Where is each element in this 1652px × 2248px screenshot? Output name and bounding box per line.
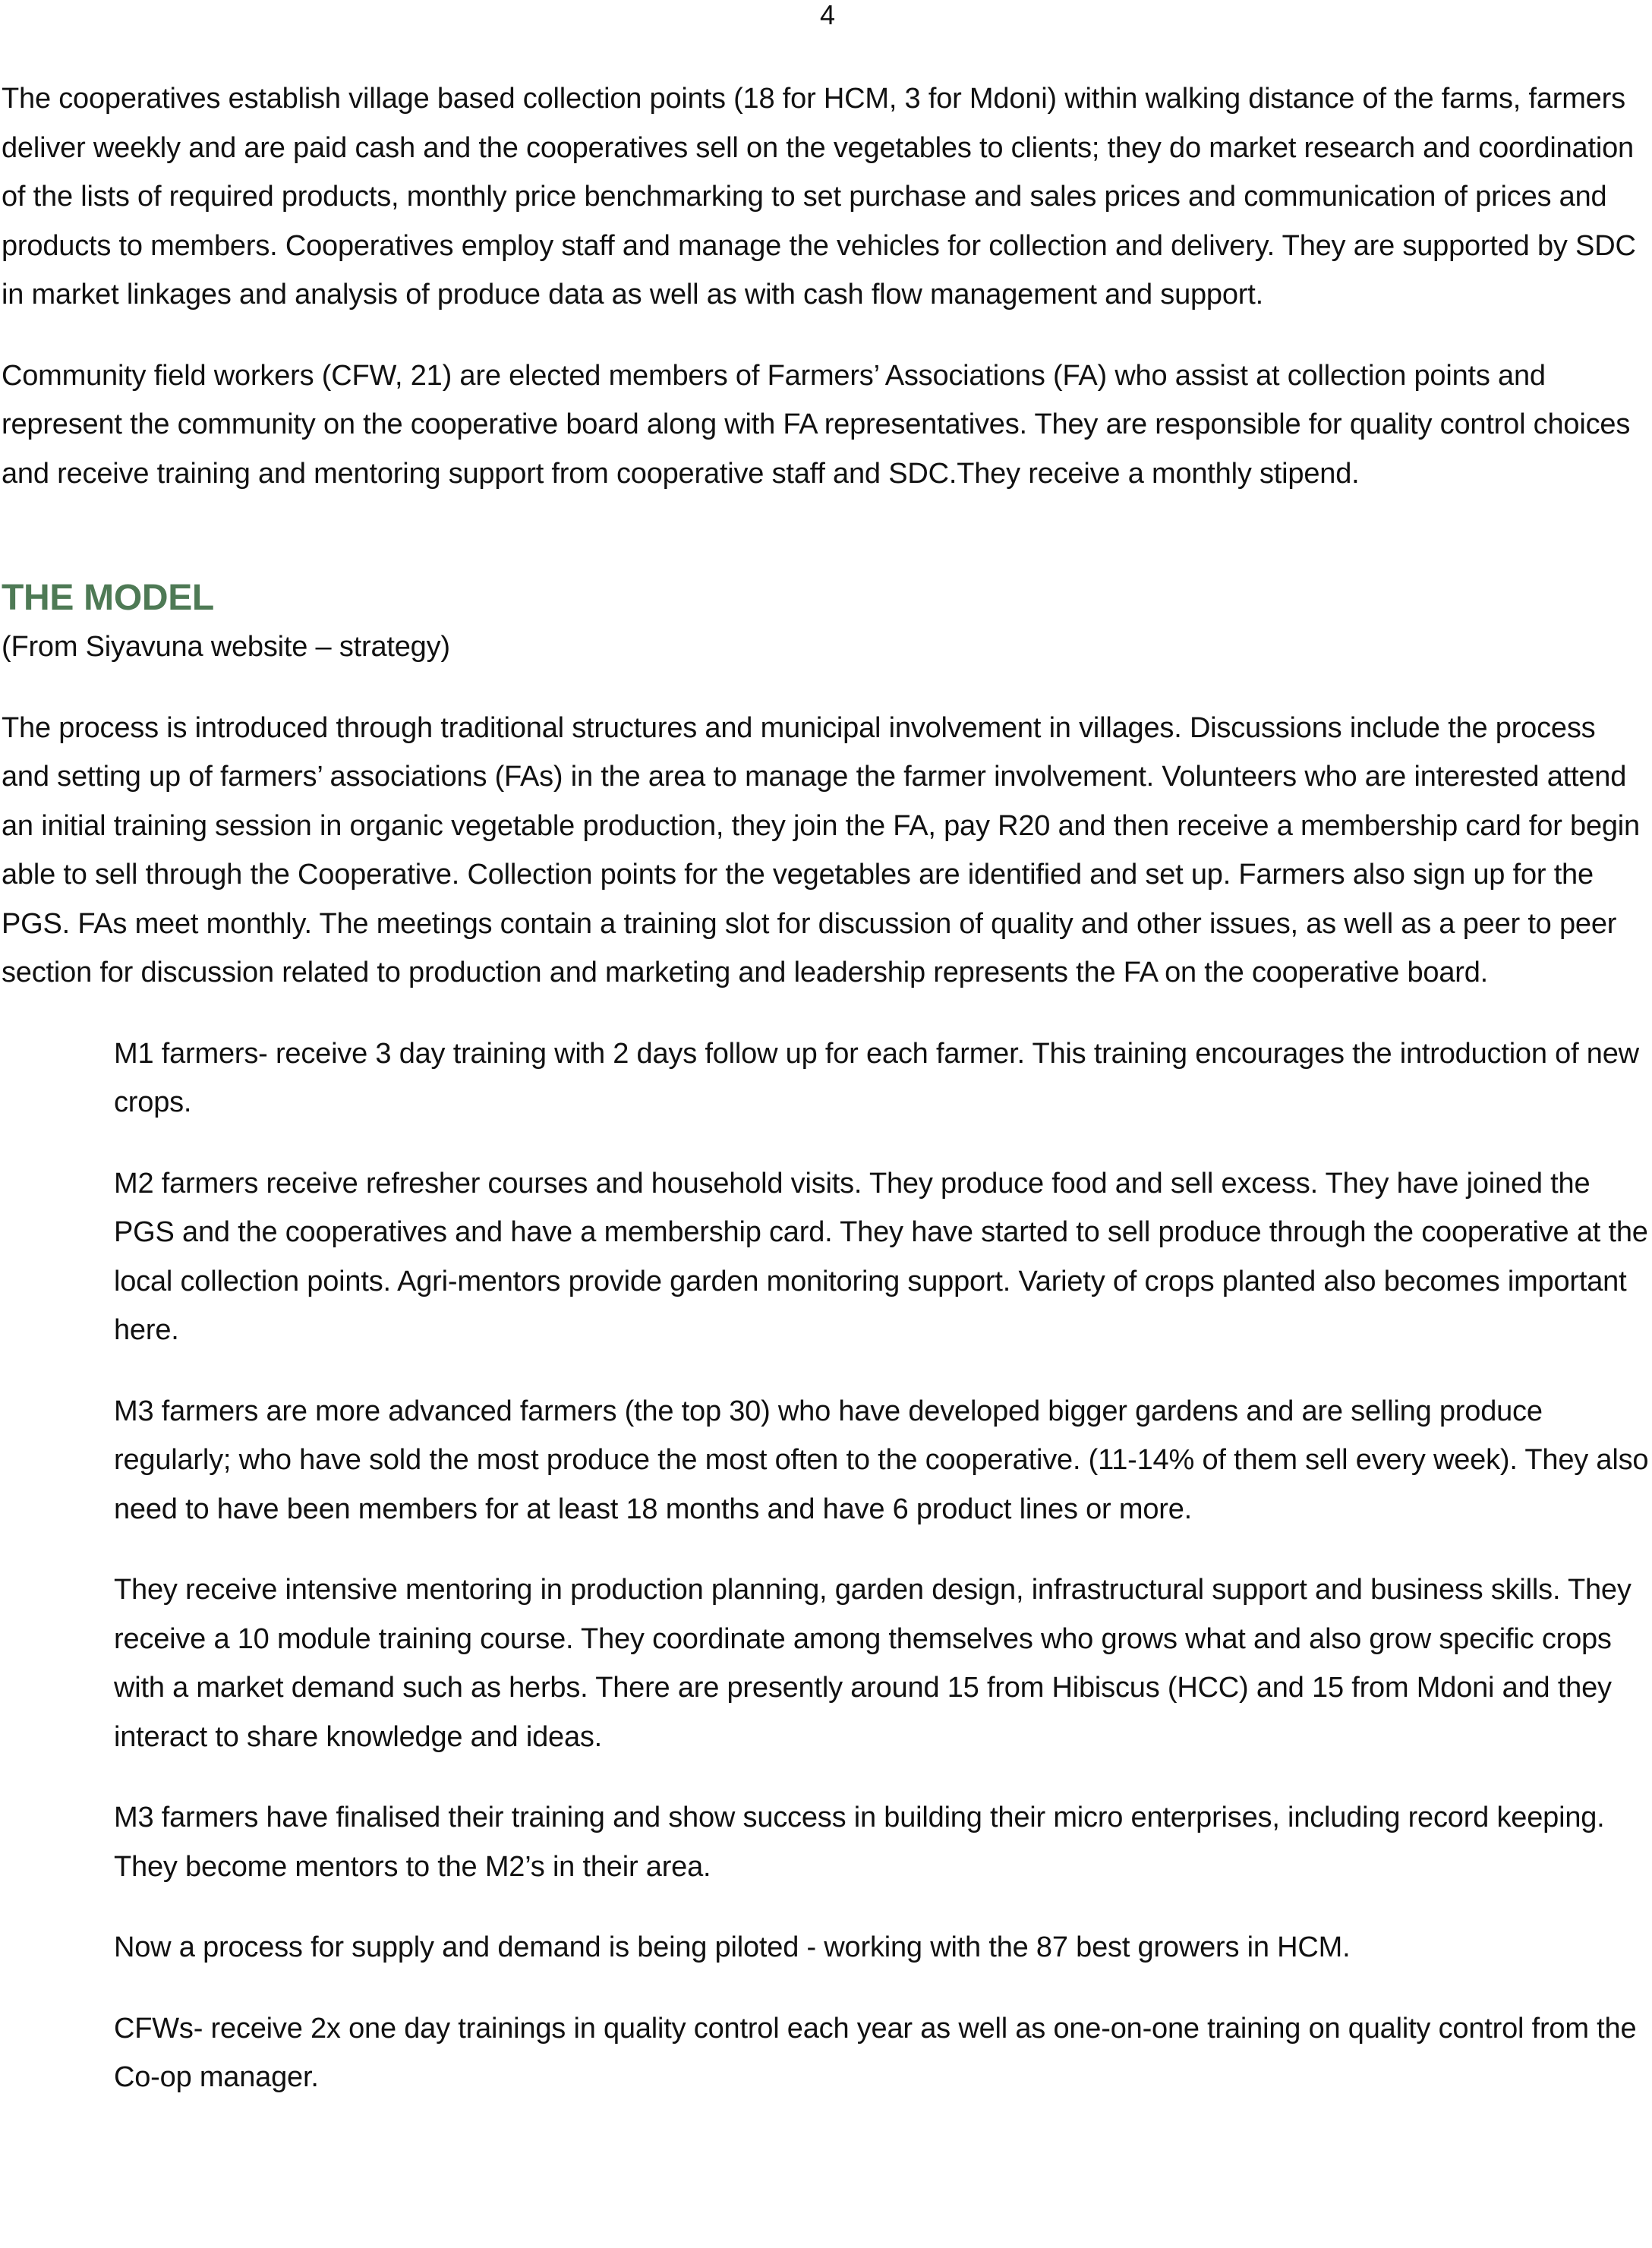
- page-number: 4: [819, 0, 836, 30]
- paragraph-m3-mentors: M3 farmers have finalised their training and show success in building their micro enterprises, including record keeping. They become mentors to the M2’s in their area.: [114, 1802, 1605, 1883]
- section-heading: THE MODEL: [2, 578, 214, 618]
- paragraph-supply-demand-pilot: Now a process for supply and demand is being piloted - working with the 87 best growers in HCM.: [114, 1931, 1351, 1963]
- paragraph-model-process: The process is introduced through traditional structures and municipal involvement in villages. Discussions include the process and setting up of farmers’ associations (FAs) in the area to manage the farmer involvement. Volunteers who are interested attend an initial training session in organic vegetable production, they join the FA, pay R20 and then receive a membership card for begin able to sell through the Cooperative. Collection points for the vegetables are identified and set up. Farmers also sign up for the PGS. FAs meet monthly. The meetings contain a training slot for discussion of quality and other issues, as well as a peer to peer section for discussion related to production and marketing and leadership represents the FA on the cooperative board.: [2, 711, 1640, 988]
- source-note: (From Siyavuna website – strategy): [2, 631, 450, 663]
- paragraph-cfw-training: CFWs- receive 2x one day trainings in quality control each year as well as one-on-one training on quality control from the Co-op manager.: [114, 2012, 1637, 2093]
- paragraph-cooperatives-collection: The cooperatives establish village based collection points (18 for HCM, 3 for Mdoni) within walking distance of the farms, farmers deliver weekly and are paid cash and the cooperatives sell on the vegetables to clients; they do market research and coordination of the lists of required products, monthly price benchmarking to set purchase and sales prices and communication of prices and products to members. Cooperatives employ staff and manage the vehicles for collection and delivery. They are supported by SDC in market linkages and analysis of produce data as well as with cash flow management and support.: [2, 83, 1636, 311]
- page-content: [2, 74, 1650, 2134]
- paragraph-m1-farmers: M1 farmers- receive 3 day training with 2 days follow up for each farmer. This training encourages the introduction of new crops.: [114, 1037, 1639, 1118]
- paragraph-intensive-mentoring: They receive intensive mentoring in production planning, garden design, infrastructural support and business skills. They receive a 10 module training course. They coordinate among themselves who grows what and also grow specific crops with a market demand such as herbs. There are presently around 15 from Hibiscus (HCC) and 15 from Mdoni and they interact to share knowledge and ideas.: [114, 1574, 1632, 1753]
- paragraph-community-field-workers: Community field workers (CFW, 21) are elected members of Farmers’ Associations (FA) who assist at collection points and represent the community on the cooperative board along with FA representatives. They are responsible for quality control choices and receive training and mentoring support from cooperative staff and SDC.They receive a monthly stipend.: [2, 359, 1631, 490]
- paragraph-m2-farmers: M2 farmers receive refresher courses and household visits. They produce food and sell excess. They have joined the PGS and the cooperatives and have a membership card. They have started to sell produce through the cooperative at the local collection points. Agri-mentors provide garden monitoring support. Variety of crops planted also becomes important here.: [114, 1167, 1648, 1346]
- paragraph-m3-farmers: M3 farmers are more advanced farmers (the top 30) who have developed bigger gardens and are selling produce regularly; who have sold the most produce the most often to the cooperative. (11-14% of them sell every week). They also need to have been members for at least 18 months and have 6 product lines or more.: [114, 1395, 1649, 1525]
